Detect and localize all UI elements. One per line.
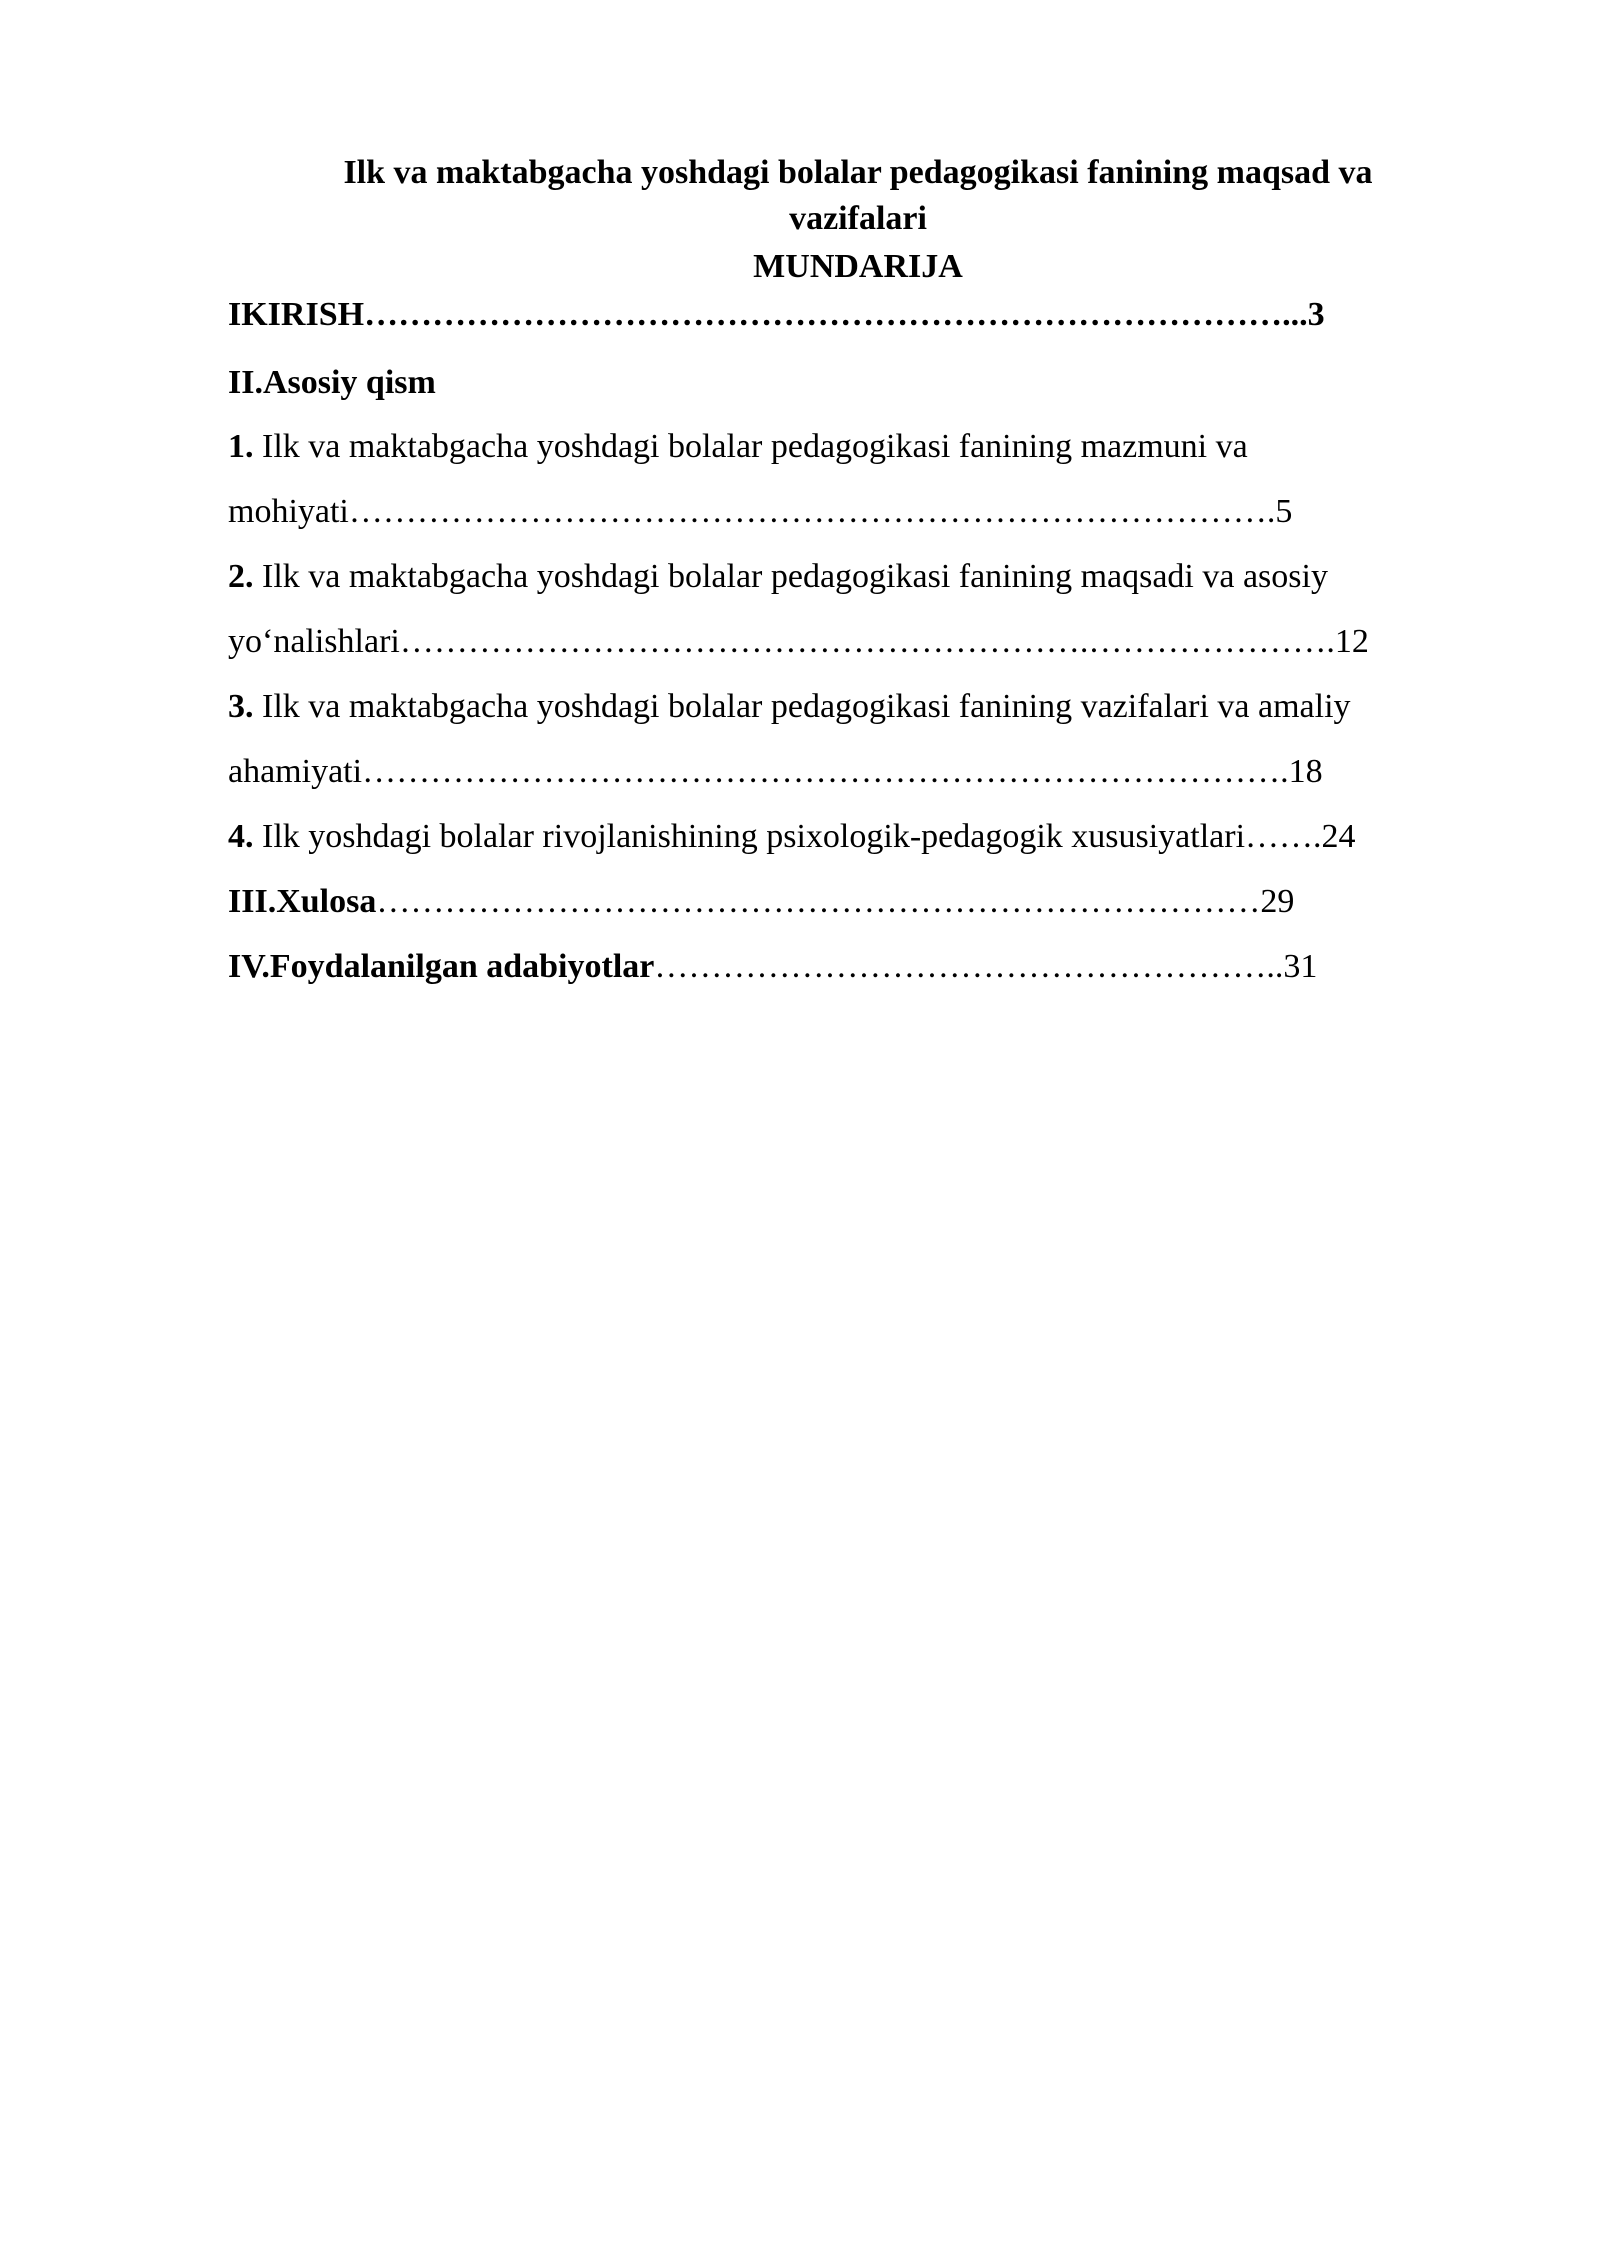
toc-entry-1-text: Ilk va maktabgacha yoshdagi bolalar pedagogikasi fanining mazmuni va (253, 428, 1248, 465)
document-title-line-2: vazifalari (789, 200, 927, 237)
toc-entry-2-text: Ilk va maktabgacha yoshdagi bolalar pedagogikasi fanining maqsadi va asosiy (253, 558, 1328, 595)
toc-heading: MUNDARIJA (753, 248, 963, 285)
toc-entry-conclusion-leader: ……………………………………………………………………29 (376, 883, 1295, 920)
toc-entry-3-line-1 (228, 684, 1351, 730)
toc-entry-1-text-cont: mohiyati (228, 493, 349, 530)
toc-entry-4-number: 4. (228, 818, 254, 855)
toc-entry-references-leader: ………………………………………………..31 (654, 948, 1318, 985)
toc-entry-4 (228, 814, 1356, 860)
toc-entry-3-text-cont: ahamiyati (228, 753, 363, 790)
toc-entry-2-leader: …………………………………………………….………………….12 (399, 623, 1369, 660)
toc-entry-intro-label: IKIRISH (228, 296, 365, 333)
toc-entry-3-text: Ilk va maktabgacha yoshdagi bolalar pedagogikasi fanining vazifalari va amaliy (253, 688, 1351, 725)
document-title-line-1: Ilk va maktabgacha yoshdagi bolalar pedagogikasi fanining maqsad va (343, 154, 1373, 191)
toc-entry-2-line-2 (228, 619, 1369, 665)
toc-entry-conclusion-label: III.Xulosa (228, 883, 377, 920)
toc-entry-4-text: Ilk yoshdagi bolalar rivojlanishining psixologik-pedagogik xususiyatlari…….24 (253, 818, 1356, 855)
toc-entry-2-line-1 (228, 554, 1328, 600)
toc-entry-3-line-2 (228, 749, 1323, 795)
toc-entry-3-leader: ……………………………………………………………………….18 (362, 753, 1323, 790)
toc-entry-3-number: 3. (228, 688, 254, 725)
toc-entry-1-number: 1. (228, 428, 254, 465)
toc-entry-conclusion (228, 879, 1294, 925)
toc-entry-1-leader: ……………………………………………………………………….5 (348, 493, 1293, 530)
toc-entry-references-label: IV.Foydalanilgan adabiyotlar (228, 948, 655, 985)
toc-entry-references (228, 944, 1317, 990)
toc-section-main: II.Asosiy qism (228, 364, 436, 401)
toc-entry-1-line-2 (228, 489, 1292, 535)
toc-entry-2-number: 2. (228, 558, 254, 595)
toc-entry-intro-leader: ………………………………………………………………………...3 (364, 296, 1325, 333)
toc-entry-2-text-cont: yo‘nalishlari (228, 623, 400, 660)
toc-entry-intro (228, 292, 1325, 338)
toc-entry-1-line-1 (228, 424, 1248, 470)
